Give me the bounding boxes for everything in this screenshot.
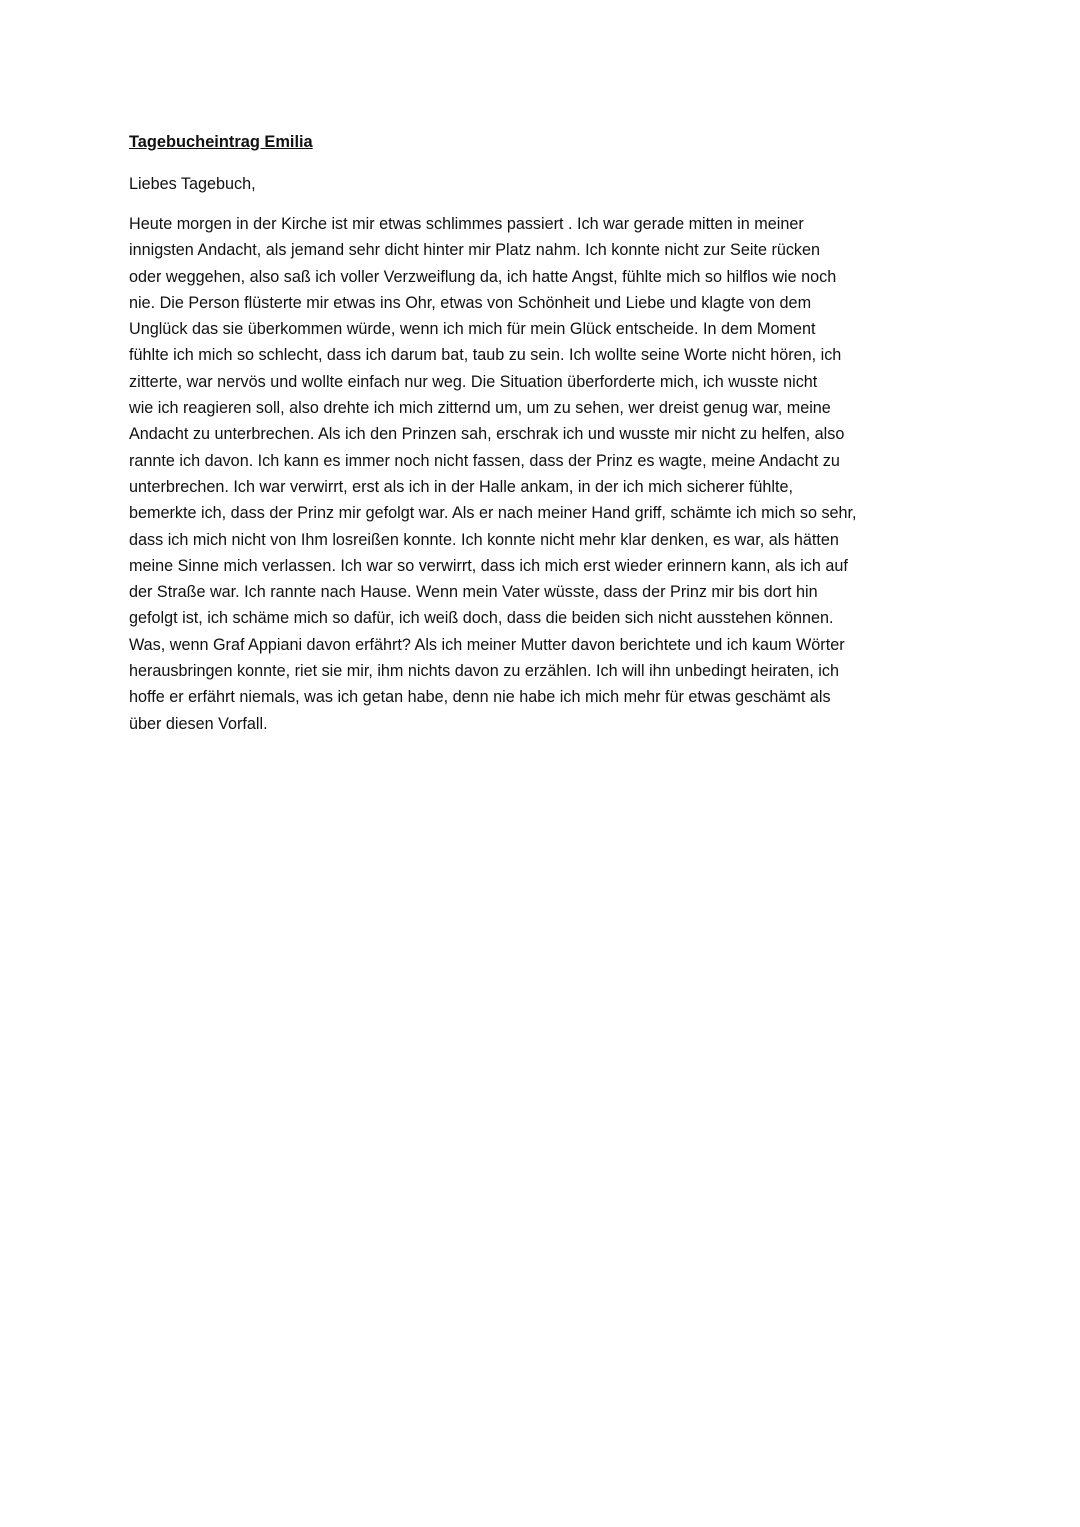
diary-entry: [129, 129, 959, 737]
text-line: wie ich reagieren soll, also drehte ich mich zitternd um, um zu sehen, wer dreist genug war, meine: [129, 399, 831, 418]
body-paragraph: [129, 211, 959, 737]
text-line: der Straße war. Ich rannte nach Hause. Wenn mein Vater wüsste, dass der Prinz mir bis dort hin: [129, 583, 818, 602]
text-line: Andacht zu unterbrechen. Als ich den Prinzen sah, erschrak ich und wusste mir nicht zu helfen, also: [129, 425, 845, 444]
page-title: Tagebucheintrag Emilia: [129, 133, 313, 151]
text-line: rannte ich davon. Ich kann es immer noch nicht fassen, dass der Prinz es wagte, meine Andacht zu: [129, 451, 840, 470]
text-line: herausbringen konnte, riet sie mir, ihm nichts davon zu erzählen. Ich will ihn unbedingt heiraten, ich: [129, 662, 839, 681]
text-line: bemerkte ich, dass der Prinz mir gefolgt war. Als er nach meiner Hand griff, schämte ich mich so sehr,: [129, 504, 857, 523]
text-line: fühlte ich mich so schlecht, dass ich darum bat, taub zu sein. Ich wollte seine Worte nicht hören, ich: [129, 346, 842, 365]
text-line: Was, wenn Graf Appiani davon erfährt? Als ich meiner Mutter davon berichtete und ich kaum Wörter: [129, 635, 845, 654]
text-line: Unglück das sie überkommen würde, wenn ich mich für mein Glück entscheide. In dem Moment: [129, 320, 816, 339]
text-line: zitterte, war nervös und wollte einfach nur weg. Die Situation überforderte mich, ich wusste nicht: [129, 372, 818, 391]
text-line: dass ich mich nicht von Ihm losreißen konnte. Ich konnte nicht mehr klar denken, es war, als hätten: [129, 530, 839, 549]
text-line: innigsten Andacht, als jemand sehr dicht hinter mir Platz nahm. Ich konnte nicht zur Seite rücken: [129, 241, 821, 260]
text-line: oder weggehen, also saß ich voller Verzweiflung da, ich hatte Angst, fühlte mich so hilflos wie noch: [129, 267, 837, 286]
text-line: hoffe er erfährt niemals, was ich getan habe, denn nie habe ich mich mehr für etwas geschämt als: [129, 688, 831, 707]
text-line: gefolgt ist, ich schäme mich so dafür, ich weiß doch, dass die beiden sich nicht ausstehen können.: [129, 609, 834, 628]
text-line: nie. Die Person flüsterte mir etwas ins Ohr, etwas von Schönheit und Liebe und klagte von dem: [129, 293, 812, 312]
text-line: unterbrechen. Ich war verwirrt, erst als ich in der Halle ankam, in der ich mich sicherer fühlte,: [129, 477, 793, 496]
text-line: Heute morgen in der Kirche ist mir etwas schlimmes passiert . Ich war gerade mitten in meiner: [129, 215, 804, 233]
text-line: meine Sinne mich verlassen. Ich war so verwirrt, dass ich mich erst wieder erinnern kann, als ich auf: [129, 556, 848, 575]
salutation: Liebes Tagebuch,: [129, 175, 256, 193]
text-line: über diesen Vorfall.: [129, 714, 268, 733]
